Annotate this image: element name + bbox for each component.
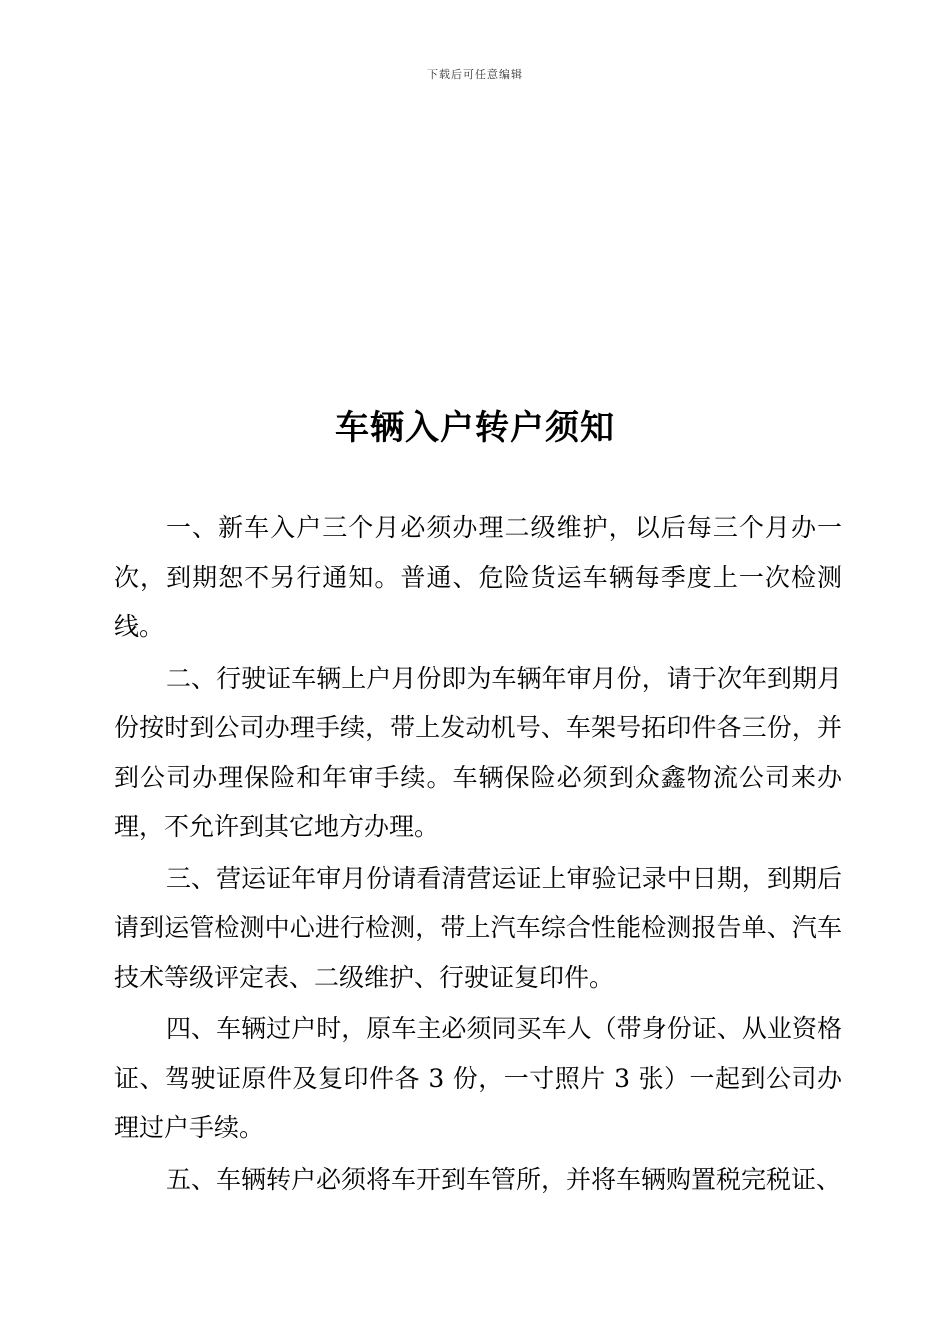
document-title: 车辆入户转户须知 xyxy=(335,408,615,448)
page-header-note: 下载后可任意编辑 xyxy=(427,68,523,81)
paragraph-1: 一、新车入户三个月必须办理二级维护，以后每三个月办一次，到期恕不另行通知。普通、危险货运车辆每季度上一次检测线。 xyxy=(114,513,842,641)
paragraph-3: 三、营运证年审月份请看清营运证上审验记录中日期，到期后请到运管检测中心进行检测，带上汽车综合性能检测报告单、汽车技术等级评定表、二级维护、行驶证复印件。 xyxy=(114,863,842,992)
paragraph-4: 四、车辆过户时，原车主必须同买车人（带身份证、从业资格证、驾驶证原件及复印件各 3 份，一寸照片 3 张）一起到公司办理过户手续。 xyxy=(114,1014,842,1142)
paragraph-2: 二、行驶证车辆上户月份即为车辆年审月份，请于次年到期月份按时到公司办理手续，带上发动机号、车架号拓印件各三份，并到公司办理保险和年审手续。车辆保险必须到众鑫物流公司来办理，不允许到其它地方办理。 xyxy=(114,663,842,841)
document-body xyxy=(114,503,842,1206)
paragraph-5: 五、车辆转户必须将车开到车管所，并将车辆购置税完税证、 xyxy=(166,1164,842,1194)
